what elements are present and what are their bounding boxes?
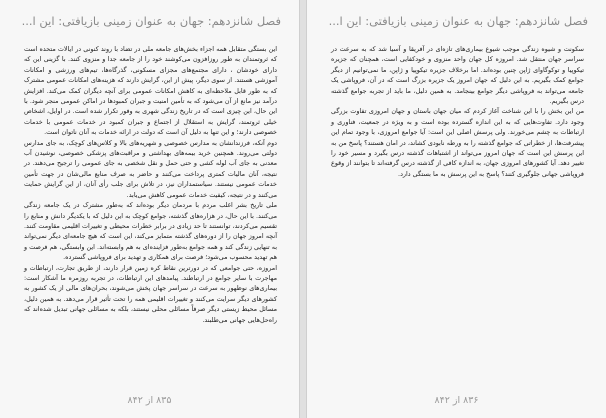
left-page[interactable] <box>0 0 299 418</box>
page-number: ۸۳۶ از ۸۴۲ <box>434 395 479 406</box>
paragraph: دوم آنکه، فرزندانشان به مدارس خصوصی و شهریه‌های بالا و کلاس‌های کوچک، به جای مدارس دولتی می‌روند. همچنین خرید بیمه‌های بهداشتی و مراقبت‌های پزشکی خصوصی، نوشیدن آب معدنی به جای آب لوله کشی و حتی حمل و نقل شخصی به جای عمومی را ترجیح می‌دهند. در نتیجه، آنان مالیات کمتری پرداخت می‌کنند و حاضر به صرف منابع مالی‌شان در جهت تأمین خدمات عمومی نیستند. سیاستمداران نیز، در تلاش برای جلب رأی آنان، از این گرایش حمایت می‌کنند و در نتیجه، کیفیت خدمات عمومی کاهش می‌یابد. <box>24 138 277 199</box>
paragraph: من این بخش را با این شناخت آغاز کردم که میان جهان باستان و جهان امروزی تفاوت بزرگی وجود دارد. تفاوت‌هایی که به این اندازه گسترده بوده است و به ویژه در جمعیت، فناوری و ارتباطات به چشم می‌خورند. ولی پرسش اصلی این است: آیا جوامع امروزی، با وجود تمام این پیشرفت‌ها، از خطراتی که جوامع گذشته را به ورطه نابودی کشاند، در امان هستند؟ پاسخ من به این پرسش این است که جهان امروز می‌تواند از اشتباهات گذشته درس بگیرد و مسیر خود را تغییر دهد. آیا کشورهای امروزی جهان، به اندازه کافی از گذشته درس گرفته‌اند تا بتوانند از وقوع فروپاشی جهانی جلوگیری کنند؟ پاسخ به این پرسش به ما بستگی دارد. <box>331 107 584 178</box>
book-gutter <box>299 0 307 418</box>
page-body <box>24 44 277 325</box>
right-page[interactable] <box>307 0 606 418</box>
paragraph: سکونت و شیوه زندگی موجب شیوع بیماری‌های تازه‌ای در آفریقا و آسیا شد که به سرعت در سراسر جهان منتقل شد. امروزه کل جهان واحد منزوی و خودکفایی است، همچنان که جزیره تیکوپیا و توکوگاوای ژاپن چنین بوده‌اند. اما برخلاف جزیره تیکوپیا و ژاپن، ما نمی‌توانیم از دیگر جوامع کمک بگیریم. به این دلیل که جهان امروز یک جزیره بزرگ است که در آن، فروپاشی یک جامعه می‌تواند به فروپاشی دیگر جوامع بینجامد. به همین دلیل، ما باید از تجربه جوامع گذشته درس بگیریم. <box>331 45 584 106</box>
chapter-header: فصل شانزدهم: جهان به عنوان زمینی بازیافتی: این ا... <box>328 14 588 28</box>
paragraph: امروزه، حتی جوامعی که در دورترین نقاط کره زمین قرار دارند، از طریق تجارت، ارتباطات و مهاجرت با سایر جوامع در ارتباطند. پیامدهای این ارتباطات، در تجربه روزمره ما آشکار است: بیماری‌های نوظهور به سرعت در سراسر جهان پخش می‌شوند، بحران‌های مالی از یک کشور به کشورهای دیگر سرایت می‌کنند و تغییرات اقلیمی همه را تحت تأثیر قرار می‌دهد. به همین دلیل، مسائل محیط زیستی دیگر صرفاً مسائلی محلی نیستند، بلکه به مسائلی جهانی تبدیل شده‌اند که راه‌حل‌هایی جهانی می‌طلبند. <box>24 263 277 324</box>
chapter-header: فصل شانزدهم: جهان به عنوان زمینی بازیافتی: این ا... <box>21 14 281 28</box>
page-body <box>331 44 584 179</box>
page-number: ۸۳۵ از ۸۴۲ <box>127 395 172 406</box>
paragraph: این بستگی متقابل همه اجزاء بخش‌های جامعه ملی در تضاد با روند کنونی در ایالات متحده است که ثروتمندان به طور روزافزون می‌کوشند خود را از جامعه جدا و منزوی کنند. با گزینی این که دارای خودشان ، دارای مجتمع‌های مجزای مسکونی، گذرگاه‌ها، تیم‌های ورزشی و امکانات آموزشی هستند. از سوی دیگر، پیش از این، گرایش دارند که هزینه‌های امکانات عمومی مشترک که به طور قابل ملاحظه‌ای به کاهش امکانات عمومی برای آنچه دیگران کمک می‌کند. افزایش درآمد نیز مانع از آن می‌شود که به تأمین امنیت و جبران کمبودها در اماکن عمومی منجر شود. با این حال، این چیزی است که در تاریخ زندگی شهری به وفور تکرار شده است. در اوایل، اشخاص خیلی ثروتمند، گرایش به استقلال از اجتماع و جبران کمبود در خدمات عمومی با خدمات خصوصی دارند؛ و این تنها به دلیل آن است که دولت در ارائه خدمات به آنان ناتوان است. <box>24 45 277 137</box>
paragraph: ملی تاریخ بشر اغلب مردم با مردمان دیگر بوده‌اند که به‌طور مشترک در یک جامعه زندگی می‌کنند. با این حال، در هزاره‌های گذشته، جوامع کوچک به این دلیل که با یکدیگر دانش و منابع را تقسیم می‌کردند، توانستند تا حد زیادی در برابر خطرات محیطی و تغییرات اقلیمی مقاومت کنند. آنچه امروز جهان را از دوره‌های گذشته متمایز می‌کند، این است که هیچ جامعه‌ای دیگر نمی‌تواند به تنهایی زندگی کند و همه جوامع به‌طور فزاینده‌ای به هم وابسته‌اند. این وابستگی، هم فرصت و هم تهدید محسوب می‌شود؛ فرصت برای همکاری و تهدید برای فروپاشی گسترده. <box>24 201 277 262</box>
